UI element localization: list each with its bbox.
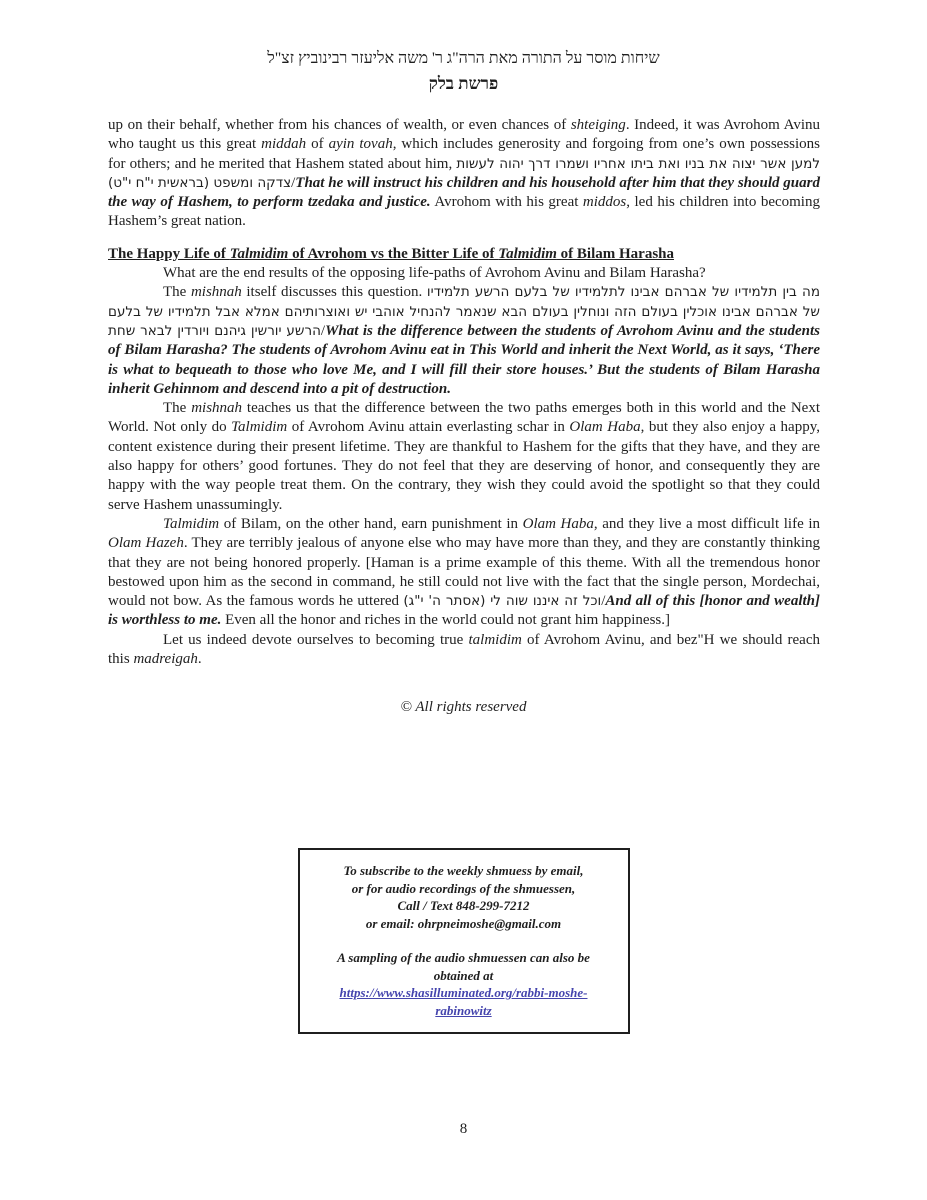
text-run: Talmidim bbox=[163, 515, 220, 532]
text-run: middos bbox=[582, 194, 627, 211]
text-run: . bbox=[197, 651, 202, 668]
page-number: 8 bbox=[459, 1121, 468, 1137]
text-run: Let us indeed devote ourselves to becoming true bbox=[163, 631, 469, 648]
text-run: , led his children into becoming Hashem’s great nation. bbox=[108, 194, 824, 230]
text-run: mishnah bbox=[190, 284, 242, 301]
text-run: , and they live a most difficult life in bbox=[593, 515, 824, 532]
paragraph-conclusion bbox=[108, 631, 824, 670]
text-run: The bbox=[163, 400, 192, 417]
subscribe-lines bbox=[314, 862, 614, 932]
section-heading bbox=[108, 245, 820, 264]
text-run: ayin tovah bbox=[328, 136, 393, 153]
paragraph-mishnah-teaches bbox=[108, 399, 824, 515]
document-title-hebrew: שיחות מוסר על התורה מאת הרה"ג ר' משה אליעזר רבינוביץ זצ"ל bbox=[267, 50, 660, 67]
paragraph-mishnah-quote bbox=[108, 283, 825, 399]
text-run: / bbox=[320, 322, 326, 339]
subscribe-line: or for audio recordings of the shmuessen, bbox=[351, 880, 576, 896]
text-run: of bbox=[306, 136, 329, 153]
text-run: Olam Haba bbox=[522, 515, 594, 532]
subscribe-line: To subscribe to the weekly shmuess by email, bbox=[343, 863, 584, 879]
text-run: Avrohom with his great bbox=[430, 194, 583, 211]
parsha-title: פרשת בלק bbox=[428, 74, 499, 93]
text-run: shteiging bbox=[570, 117, 626, 133]
text-run: Olam Haba bbox=[569, 419, 641, 436]
text-run: middah bbox=[261, 136, 307, 153]
body-paragraphs bbox=[0, 94, 927, 669]
hebrew-text-run: למען אשר יצוה את בניו ואת ביתו אחריו ושמרו דרך יהוה לעשות צדקה ומשפט (בראשית י"ח י"ט) bbox=[108, 155, 825, 191]
text-run: That he will instruct his children and his household after him that they should guard the way of Hashem, to perform tzedaka and justice. bbox=[108, 174, 824, 211]
subscribe-link[interactable]: https://www.shasilluminated.org/rabbi-moshe-rabinowitz bbox=[339, 985, 588, 1018]
text-run: Talmidim bbox=[229, 245, 289, 262]
text-run: up on their behalf, whether from his chances of wealth, or even chances of bbox=[108, 117, 571, 133]
hebrew-text-run: מה בין תלמידיו של אברהם אבינו לתלמידיו של בלעם הרשע תלמידיו של אברהם אבינו אוכלין בעולם הזה ונוחלין בעולם הבא שנאמר להנחיל אוהבי יש ואוצרותיהם אמלא אבל תלמידיו של בלעם הרשע יורשין גיהנם ויורדין לבאר שחת bbox=[108, 284, 825, 339]
subscribe-link-row bbox=[314, 984, 614, 1019]
text-run: The Happy Life of bbox=[108, 245, 230, 262]
text-run: of Avrohom vs the Bitter Life of bbox=[288, 245, 499, 262]
text-run: madreigah bbox=[133, 651, 198, 668]
paragraph-continuation bbox=[108, 116, 825, 232]
text-run: teaches us that the difference between the two paths emerges both in this world and the Next World. Not only do bbox=[108, 400, 824, 436]
subscribe-line: or email: ohrpneimoshe@gmail.com bbox=[365, 915, 562, 931]
text-run: . Indeed, it was Avrohom Avinu who taught us this great bbox=[108, 117, 824, 153]
subscribe-line: Call / Text 848-299-7212 bbox=[397, 898, 530, 914]
text-run: of Avrohom Avinu, and bez"H we should reach this bbox=[108, 631, 824, 668]
text-run: Olam Hazeh bbox=[108, 535, 184, 552]
text-run: . They are terribly jealous of anyone else who may have more than they, and they are constantly thinking that they are not being honored properly. [Haman is a prime example of this theme. With all the tremendous honor bestowed upon him as the second in command, he still could not live with the fact that the single person, Mordechai, would not bow. As the famous words he uttered bbox=[108, 535, 824, 610]
document-header bbox=[0, 0, 927, 94]
text-run: talmidim bbox=[468, 631, 522, 648]
text-run: of Bilam, on the other hand, earn punishment in bbox=[219, 515, 523, 532]
paragraph-question bbox=[108, 264, 820, 283]
text-run: / bbox=[291, 174, 296, 191]
sampling-note: A sampling of the audio shmuessen can also be obtained at bbox=[337, 950, 590, 983]
text-run: What is the difference between the students of Avrohom Avinu and the students of Bilam Harasha? The students of Avrohom Avinu eat in This World and inherit the Next World, as it says, ‘There is what to bequeath to those who love Me, and I will fill their store houses.’ But the students of Bilam Harasha inherit Gehinnom and descend into a pit of destruction. bbox=[108, 322, 824, 397]
text-run: Talmidim bbox=[231, 419, 288, 436]
text-run: The bbox=[163, 284, 191, 301]
text-run: Even all the honor and riches in the world could not grant him happiness.] bbox=[221, 612, 671, 629]
paragraph-talmidim-bilam bbox=[108, 515, 824, 631]
hebrew-text-run: וכל זה איננו שוה לי (אסתר ה' י"ג) bbox=[403, 593, 602, 610]
copyright-notice: © All rights reserved bbox=[400, 699, 527, 716]
text-run: / bbox=[601, 593, 606, 610]
text-run: mishnah bbox=[191, 400, 243, 417]
text-run: of Bilam Harasha bbox=[556, 245, 675, 262]
text-run: of Avrohom Avinu attain everlasting schar in bbox=[287, 419, 570, 436]
text-run: What are the end results of the opposing life-paths of Avrohom Avinu and Bilam Harasha? bbox=[163, 265, 706, 282]
text-run: , but they also enjoy a happy, content existence during their present lifetime. They are thankful to Hashem for the gifts that they have, and they are also happy for others’ good fortunes. They do not feel that they are deserving of honor, and consequently they are happy with the way people treat them. On the contrary, they wish they could avoid the spotlight so that they could serve Hashem unassumingly. bbox=[108, 419, 824, 513]
text-run: And all of this [honor and wealth] is worthless to me. bbox=[108, 593, 824, 629]
text-run: Talmidim bbox=[498, 245, 557, 262]
text-run: itself discusses this question. bbox=[241, 284, 427, 301]
text-run: , which includes generosity and forgoing from one’s own possessions for others; and he merited that Hashem stated about him, bbox=[108, 136, 824, 172]
subscription-box bbox=[298, 848, 630, 1034]
